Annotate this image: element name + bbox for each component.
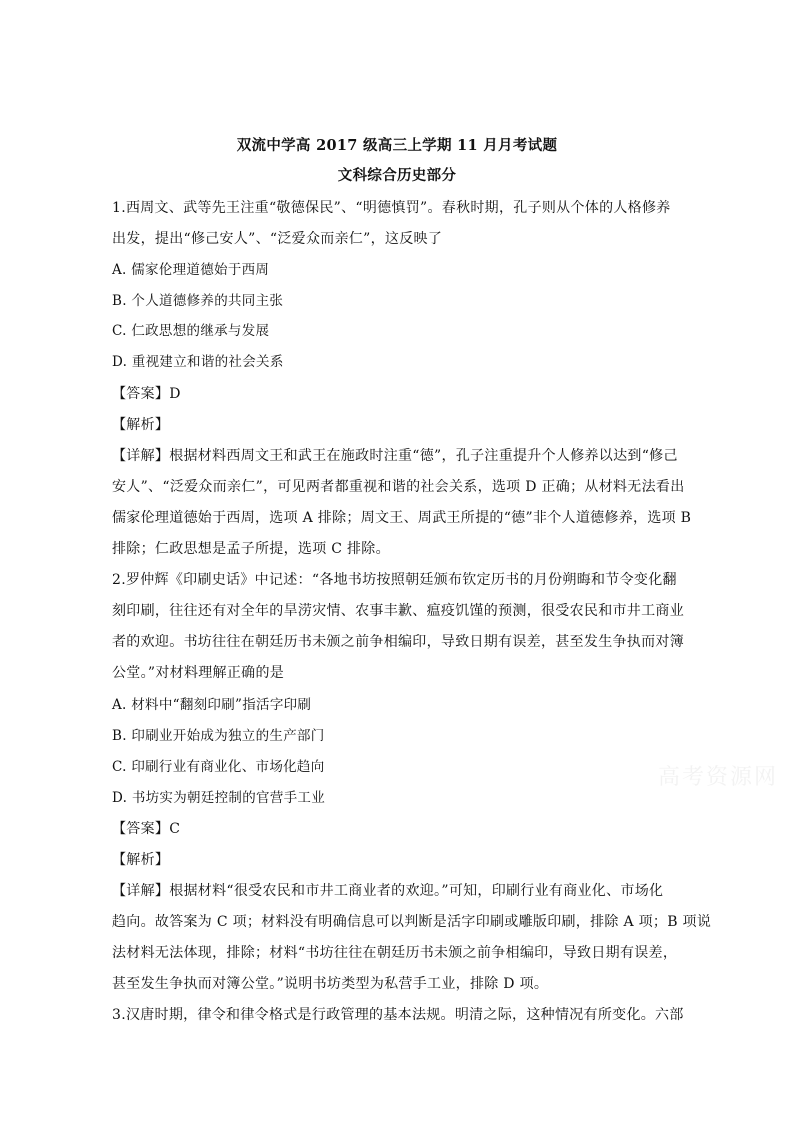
q1-detail-line-1: 【详解】根据材料西周文王和武王在施政时注重“德”，孔子注重提升个人修养以达到“修己	[112, 448, 678, 464]
q1-option-a: A. 儒家伦理道德始于西周	[112, 262, 270, 278]
q1-detail-line-4: 排除；仁政思想是孟子所提，选项 C 排除。	[112, 541, 390, 557]
q1-option-c: C. 仁政思想的继承与发展	[112, 323, 270, 339]
q1-stem-line-2: 出发，提出“修己安人”、“泛爱众而亲仁”，这反映了	[112, 231, 443, 247]
q2-answer: 【答案】C	[112, 821, 181, 837]
q2-detail-line-2: 趋向。故答案为 C 项；材料没有明确信息可以判断是活字印刷或雕版印刷，排除 A 项；B 项说	[112, 914, 712, 930]
q1-stem-line-1: 1.西周文、武等先王注重“敬德保民”、“明德慎罚”。春秋时期，孔子则从个体的人格修养	[112, 200, 671, 216]
q1-option-b: B. 个人道德修养的共同主张	[112, 293, 284, 309]
page-subtitle: 文科综合历史部分	[337, 167, 457, 184]
q2-detail-line-3: 法材料无法体现，排除；材料“书坊往往在朝廷历书未颁之前争相编印，导致日期有误差，	[112, 945, 678, 961]
q2-option-c: C. 印刷行业有商业化、市场化趋向	[112, 759, 325, 775]
q1-analysis-label: 【解析】	[112, 417, 170, 433]
watermark: 高考资源网	[658, 765, 779, 790]
q3-stem-line-1: 3.汉唐时期，律令和律令格式是行政管理的基本法规。明清之际，这种情况有所变化。六部	[112, 1007, 684, 1023]
q2-stem-line-1: 2.罗仲辉《印刷史话》中记述：“各地书坊按照朝廷颁布钦定历书的月份朔晦和节令变化翻	[112, 572, 677, 588]
q2-stem-line-4: 公堂。”对材料理解正确的是	[112, 665, 285, 681]
q1-detail-line-3: 儒家伦理道德始于西周，选项 A 排除；周文王、周武王所提的“德”非个人道德修养，选项 B	[112, 510, 692, 526]
q2-option-a: A. 材料中“翻刻印刷”指活字印刷	[112, 697, 312, 713]
q1-detail-line-2: 安人”、“泛爱众而亲仁”，可见两者都重视和谐的社会关系，选项 D 正确；从材料无法看出	[112, 479, 685, 495]
q2-option-d: D. 书坊实为朝廷控制的官营手工业	[112, 790, 326, 806]
q2-option-b: B. 印刷业开始成为独立的生产部门	[112, 728, 325, 744]
q1-option-d: D. 重视建立和谐的社会关系	[112, 354, 284, 370]
q1-answer: 【答案】D	[112, 386, 181, 402]
q2-analysis-label: 【解析】	[112, 852, 170, 868]
q2-stem-line-3: 者的欢迎。书坊往往在朝廷历书未颁之前争相编印，导致日期有误差，甚至发生争执而对簿	[112, 634, 684, 650]
page-title: 双流中学高 2017 级高三上学期 11 月月考试题	[236, 137, 558, 154]
q2-detail-line-4: 甚至发生争执而对簿公堂。”说明书坊类型为私营手工业，排除 D 项。	[112, 976, 549, 992]
q2-stem-line-2: 刻印刷，往往还有对全年的旱涝灾情、农事丰歉、瘟疫饥馑的预测，很受农民和市井工商业	[112, 603, 684, 619]
q2-detail-line-1: 【详解】根据材料“很受农民和市井工商业者的欢迎。”可知，印刷行业有商业化、市场化	[112, 883, 664, 899]
